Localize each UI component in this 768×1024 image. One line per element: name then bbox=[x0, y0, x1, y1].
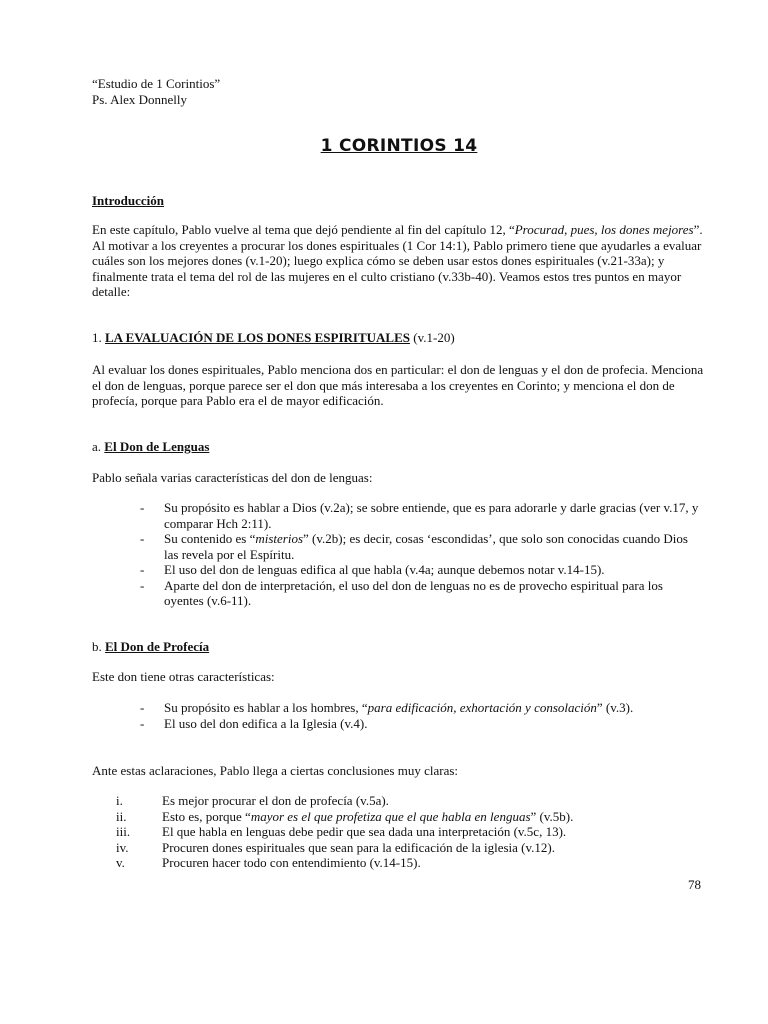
sub-b-heading: b. El Don de Profecía bbox=[92, 639, 210, 654]
intro-heading: Introducción bbox=[92, 193, 164, 208]
list-item: - Su propósito es hablar a los hombres, “para edificación, exhortación y consolación” (v.3). bbox=[140, 700, 634, 715]
sub-b-intro: Este don tiene otras características: bbox=[92, 669, 275, 684]
sub-a-heading: a. El Don de Lenguas bbox=[92, 439, 210, 454]
page-number: 78 bbox=[688, 877, 701, 892]
prophecy-characteristics-list bbox=[140, 700, 700, 731]
sub-a-intro: Pablo señala varias características del don de lenguas: bbox=[92, 470, 373, 485]
page-title: 1 CORINTIOS 14 bbox=[320, 136, 478, 156]
intro-quote: Procurad, pues, los dones mejores bbox=[514, 222, 694, 237]
conclusions-list bbox=[116, 793, 676, 871]
author-name: Ps. Alex Donnelly bbox=[92, 91, 187, 107]
list-item: - El uso del don de lenguas edifica al que habla (v.4a; aunque debemos notar v.14-15). bbox=[140, 562, 605, 577]
intro-paragraph: En este capítulo, Pablo vuelve al tema que dejó pendiente al fin del capítulo 12, “Procurad, pues, los dones mejores”. Al motivar a los creyentes a procurar los dones espirituales (1 Cor 14:1), Pablo primero tiene que ayudarles a evaluar cuáles son los mejores dones (v.1-20); luego explica cómo se deben usar estos dones espirituales (v.21-33a); y finalmente trata el tema del rol de las mujeres en el culto cristiano (v.33b-40). Veamos estos tres puntos en mayor detalle: bbox=[92, 222, 703, 299]
section1-paragraph: Al evaluar los dones espirituales, Pablo menciona dos en particular: el don de lenguas y el don de profecia. Menciona el don de lenguas, porque parece ser el don que más interesaba a los creyentes en Corinto; y menciona el don de profecía, porque para Pablo era el de mayor edificación. bbox=[92, 362, 704, 408]
list-item: - El uso del don edifica a la Iglesia (v.4). bbox=[140, 715, 368, 731]
list-item: ii. Esto es, porque “mayor es el que profetiza que el que habla en lenguas” (v.5b). bbox=[116, 808, 574, 824]
section1-heading: 1. LA EVALUACIÓN DE LOS DONES ESPIRITUALES (v.1-20) bbox=[92, 330, 455, 345]
list-item: i. Es mejor procurar el don de profecía (v.5a). bbox=[116, 793, 389, 808]
list-item: - Aparte del don de interpretación, el uso del don de lenguas no es de provecho espiritual para los oyentes (v.6-11). bbox=[140, 577, 663, 608]
list-item: v. Procuren hacer todo con entendimiento (v.14-15). bbox=[116, 855, 421, 870]
conclusions-intro: Ante estas aclaraciones, Pablo llega a ciertas conclusiones muy claras: bbox=[92, 763, 459, 778]
list-item: iii. El que habla en lenguas debe pedir que sea dada una interpretación (v.5c, 13). bbox=[116, 824, 567, 839]
list-item: - Su propósito es hablar a Dios (v.2a); se sobre entiende, que es para adorarle y darle gracias (ver v.17, y comparar Hch 2:11). bbox=[140, 500, 699, 531]
list-item: iv. Procuren dones espirituales que sean para la edificación de la iglesia (v.12). bbox=[116, 839, 555, 855]
tongues-characteristics-list bbox=[140, 500, 700, 609]
list-item: - Su contenido es “misterios” (v.2b); es decir, cosas ‘escondidas’, que solo son conocidas cuando Dios las revela por el Espíritu. bbox=[140, 531, 688, 562]
study-title: “Estudio de 1 Corintios” bbox=[92, 76, 221, 91]
document-header bbox=[92, 76, 220, 107]
